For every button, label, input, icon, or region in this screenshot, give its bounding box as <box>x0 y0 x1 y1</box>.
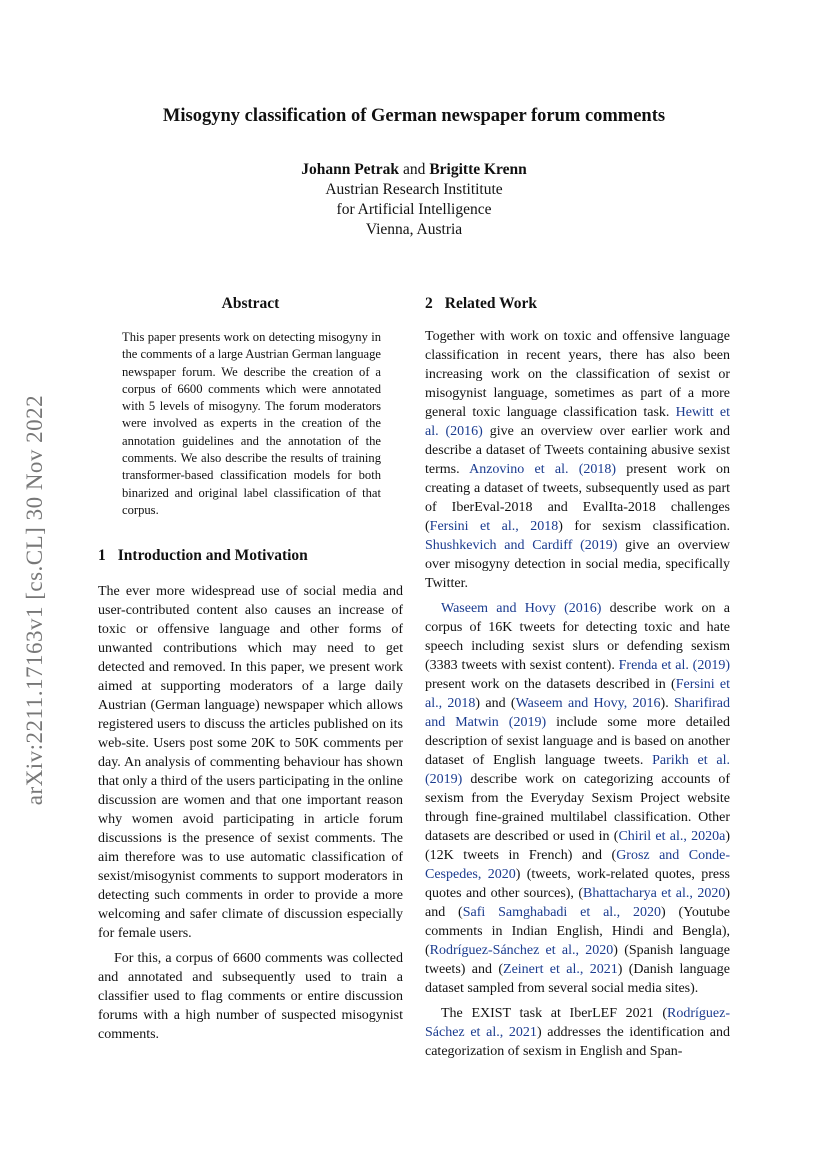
section-introduction <box>98 547 403 1044</box>
section-2-number: 2 <box>425 295 433 312</box>
author-conjunction: and <box>402 161 426 178</box>
related-paragraph-1 <box>425 327 730 593</box>
citation-link[interactable]: Chiril et al., 2020a <box>618 829 726 844</box>
citation-link[interactable]: Waseem and Hovy, 2016 <box>515 696 661 711</box>
related-paragraph-3 <box>425 1004 730 1061</box>
affiliation-line-2: for Artificial Intelligence <box>336 201 492 218</box>
citation-link[interactable]: Hewitt et al. (2016) <box>425 405 730 439</box>
body-text: ) (12K tweets in French) and ( <box>425 829 730 863</box>
body-text: present work on the datasets described in ( <box>425 677 676 692</box>
intro-paragraph-1: The ever more widespread use of social media and user-contributed content also causes an increase of toxic or offensive language and other forms of unwanted contributions which may need to get detected and removed. In this paper, we present work aimed at supporting moderators of a large daily Austrian (German language) newspaper which allows registered users to discuss the articles published on its web-site. Users post some 20K to 50K comments per day. An analysis of commenting behaviour has shown that only a third of the users participating in the online discussion are women and that one important reason why women avoid participating in article forum discussions is the presence of sexist comments. The aim therefore was to use automatic classification of sexist/misogynist comments to support moderators in detecting such comments in order to provide a more welcoming and safer climate of discussion especially for female users. <box>98 584 403 942</box>
body-text: give an overview over misogyny detection in social media, specifically Twitter. <box>425 538 730 591</box>
related-paragraph-2 <box>425 599 730 998</box>
body-text: ) for sexism classification. <box>558 519 730 534</box>
body-text: give an overview over earlier work and describe a dataset of Tweets containing abusive sexist terms. <box>425 424 730 477</box>
citation-link[interactable]: Parikh et al. (2019) <box>425 753 731 787</box>
body-text: ) (Danish language dataset sampled from several social media sites). <box>425 962 730 996</box>
citation-link[interactable]: Fersini et al., 2018 <box>429 519 559 534</box>
section-2-heading <box>425 295 730 313</box>
body-text: ) and ( <box>425 886 730 920</box>
section-1-title: Introduction and Motivation <box>117 547 308 565</box>
citation-link[interactable]: Rodríguez-Sánchez et al., 2020 <box>429 943 614 958</box>
citation-link[interactable]: Waseem and Hovy (2016) <box>441 601 602 616</box>
section-2-title: Related Work <box>444 295 538 312</box>
author-2: Brigitte Krenn <box>429 161 527 178</box>
left-column <box>98 295 403 1044</box>
citation-link[interactable]: Anzovino et al. (2018) <box>469 462 617 477</box>
author-block <box>160 160 668 240</box>
citation-link[interactable]: Fersini et al., 2018 <box>425 677 730 711</box>
citation-link[interactable]: Sharifirad and Matwin (2019) <box>425 696 730 730</box>
body-text: Together with work on toxic and offensive language classification in recent years, there has also been increasing work on the classification of sexist or misogynist language, sometimes as part of a more general toxic language classification task. <box>425 329 730 420</box>
citation-link[interactable]: Safi Samghabadi et al., 2020 <box>462 905 662 920</box>
author-names <box>160 160 668 180</box>
citation-link[interactable]: Zeinert et al., 2021 <box>503 962 618 977</box>
affiliation-line-1: Austrian Research Instititute <box>325 181 503 198</box>
paper-title: Misogyny classification of German newspaper forum comments <box>162 106 666 126</box>
body-text: ) (tweets, work-related quotes, press quotes and other sources), ( <box>425 867 730 901</box>
abstract-heading: Abstract <box>221 295 280 312</box>
body-text: ) (Youtube comments in Indian English, Hindi and Bengla), ( <box>425 905 731 958</box>
citation-link[interactable]: Grosz and Conde-Cespedes, 2020 <box>425 848 730 882</box>
citation-link[interactable]: Shushkevich and Cardiff (2019) <box>425 538 618 553</box>
body-text: describe work on categorizing accounts of sexism from the Everyday Sexism Project website through fine-grained multilabel classification. Other datasets are described or used in ( <box>425 772 730 844</box>
body-text: present work on creating a dataset of tweets, subsequently used as part of IberEval-2018 and EvalIta-2018 challenges ( <box>425 462 730 534</box>
author-1: Johann Petrak <box>301 161 399 178</box>
body-text: include some more detailed description of sexist language and is based on another dataset of English language tweets. <box>425 715 731 768</box>
citation-link[interactable]: Frenda et al. (2019) <box>618 658 730 673</box>
section-1-number: 1 <box>98 547 106 565</box>
citation-link[interactable]: Rodríguez-Sáchez et al., 2021 <box>425 1006 730 1040</box>
right-column <box>425 295 730 1061</box>
intro-paragraph-2: For this, a corpus of 6600 comments was collected and annotated and subsequently used to train a classifier used to flag comments or entire discussion forums with a high number of suspected misogynist comments. <box>98 951 403 1043</box>
body-text: ) addresses the identification and categorization of sexism in English and Span- <box>425 1025 730 1059</box>
body-text: The EXIST task at IberLEF 2021 ( <box>441 1006 668 1021</box>
body-text: ) and ( <box>475 696 516 711</box>
arxiv-stamp-text: arXiv:2211.17163v1 [cs.CL] 30 Nov 2022 <box>22 394 47 806</box>
citation-link[interactable]: Bhattacharya et al., 2020 <box>583 886 726 901</box>
body-text: ). <box>660 696 675 711</box>
body-text: describe work on a corpus of 16K tweets for detecting toxic and hate speech including sexist slurs or defending sexism (3383 tweets with sexist content). <box>425 601 730 673</box>
section-1-heading <box>98 547 403 565</box>
body-text: ) (Spanish language tweets) and ( <box>425 943 730 977</box>
abstract-text: This paper presents work on detecting misogyny in the comments of a large Austrian German language newspaper forum. We describe the creation of a corpus of 6600 comments which were annotated with 5 levels of misogyny. The forum moderators were involved as experts in the creation of the annotation guidelines and the annotation of the comments. We also describe the results of training transformer-based classification models for both binarized and original label classification of that corpus. <box>122 330 381 517</box>
affiliation-line-3: Vienna, Austria <box>365 221 463 238</box>
